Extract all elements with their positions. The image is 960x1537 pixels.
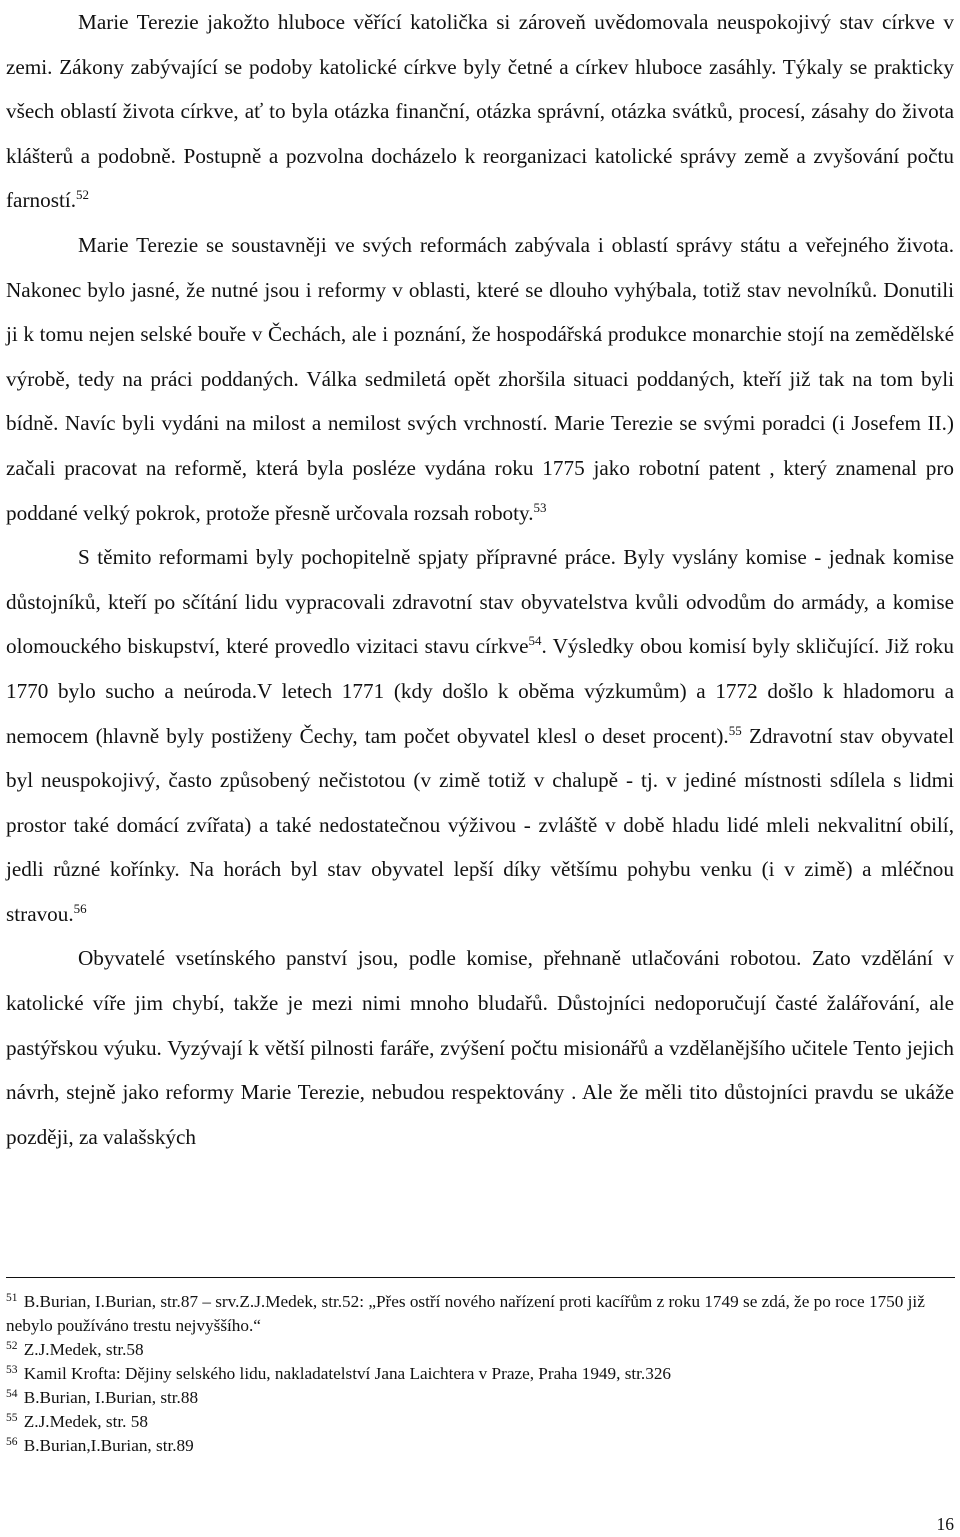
- document-page: [6, 0, 954, 1159]
- footnote-number: 54: [6, 1388, 18, 1400]
- footnote: [6, 1386, 954, 1410]
- paragraph: [6, 535, 954, 936]
- footnote: [6, 1290, 954, 1338]
- page-number: 16: [936, 1514, 954, 1534]
- paragraph: [6, 223, 954, 535]
- footnote: [6, 1362, 954, 1386]
- footnote-text: B.Burian, I.Burian, str.88: [23, 1388, 199, 1407]
- footnote-text: Z.J.Medek, str. 58: [23, 1412, 148, 1431]
- paragraph-text: Obyvatelé vsetínského panství jsou, podle komise, přehnaně utlačováni robotou. Zato vzdělání v katolické víře jim chybí, takže je mezi nimi mnoho bludařů. Důstojníci nedoporučují časté žalářování, ale pastýřskou výuku. Vyzývají k větší pilnosti faráře, zvýšení počtu misionářů a vzdělanějšího učitele Tento jejich návrh, stejně jako reformy Marie Terezie, nebudou respektovány . Ale že měli tito důstojníci pravdu se ukáže později, za valašských: [6, 946, 954, 1149]
- footnote-text: B.Burian,I.Burian, str.89: [23, 1436, 194, 1455]
- paragraph-text: S těmito reformami byly pochopitelně spjaty přípravné práce. Byly vyslány komise - jednak komise důstojníků, kteří po sčítání lidu vypracovali zdravotní stav obyvatelstva kvůli odvodům do armády, a komise olomouckého biskupství, které provedlo vizitaci stavu církve: [6, 545, 954, 659]
- body-text: [6, 0, 954, 1159]
- footnote-number: 52: [6, 1340, 18, 1352]
- footnote: [6, 1434, 954, 1458]
- paragraph: [6, 0, 954, 223]
- footnote-reference[interactable]: 56: [73, 900, 87, 916]
- footnote-number: 55: [6, 1412, 18, 1424]
- footnote: [6, 1410, 954, 1434]
- paragraph-text: . Výsledky obou komisí byly skličující. Již roku 1770 bylo sucho a neúroda.V letech 1771 (kdy došlo k oběma výzkumům) a 1772 došlo k hladomoru a nemocem (hlavně byly postiženy Čechy, tam počet obyvatel klesl o deset procent).: [6, 634, 954, 748]
- footnote-reference[interactable]: 52: [76, 187, 90, 203]
- footnote-number: 53: [6, 1364, 18, 1376]
- footnote-text: B.Burian, I.Burian, str.87 – srv.Z.J.Medek, str.52: „Přes ostří nového nařízení proti kacířům z roku 1749 se zdá, že po roce 1750 již nebylo používáno trestu nejvyššího.“: [6, 1292, 925, 1335]
- footnote-separator: [6, 1277, 955, 1278]
- paragraph-text: Zdravotní stav obyvatel byl neuspokojivý, často způsobený nečistotou (v zimě totiž v chalupě - tj. v jediné místnosti sdílela s lidmi prostor také domácí zvířata) a také nedostatečnou výživou - zvláště v době hladu lidé mleli nekvalitní obilí, jedli různé kořínky. Na horách byl stav obyvatel lepší díky většímu pohybu venku (i v zimě) a mléčnou stravou.: [6, 723, 954, 926]
- footnote-number: 56: [6, 1436, 18, 1448]
- paragraph-text: Marie Terezie se soustavněji ve svých reformách zabývala i oblastí správy státu a veřejného života. Nakonec bylo jasné, že nutné jsou i reformy v oblasti, které se dlouho vyhýbala, totiž stav nevolníků. Donutili ji k tomu nejen selské bouře v Čechách, ale i poznání, že hospodářská produkce monarchie stojí na zemědělské výrobě, tedy na práci poddaných. Válka sedmiletá opět zhoršila situaci poddaných, kteří již tak na tom byli bídně. Navíc byli vydáni na milost a nemilost svých vrchností. Marie Terezie se svými poradci (i Josefem II.) začali pracovat na reformě, která byla posléze vydána roku 1775 jako robotní patent , který znamenal pro poddané velký pokrok, protože přesně určovala rozsah roboty.: [6, 232, 954, 525]
- footnote-reference[interactable]: 55: [728, 722, 742, 738]
- footnote-text: Kamil Krofta: Dějiny selského lidu, nakladatelství Jana Laichtera v Praze, Praha 1949, str.326: [23, 1364, 672, 1383]
- paragraph: [6, 936, 954, 1159]
- footnote-number: 51: [6, 1292, 18, 1304]
- footnote-reference[interactable]: 53: [533, 499, 547, 515]
- footnote-reference[interactable]: 54: [528, 633, 542, 649]
- paragraph-text: Marie Terezie jakožto hluboce věřící katolička si zároveň uvědomovala neuspokojivý stav církve v zemi. Zákony zabývající se podoby katolické církve byly četné a církev hluboce zasáhly. Týkaly se prakticky všech oblastí života církve, ať to byla otázka finanční, otázka správní, otázka svátků, procesí, zásahy do života klášterů a podobně. Postupně a pozvolna docházelo k reorganizaci katolické správy země a zvyšování počtu farností.: [6, 10, 954, 213]
- footnote-text: Z.J.Medek, str.58: [23, 1340, 144, 1359]
- footnote: [6, 1338, 954, 1362]
- footnotes: [6, 1290, 954, 1458]
